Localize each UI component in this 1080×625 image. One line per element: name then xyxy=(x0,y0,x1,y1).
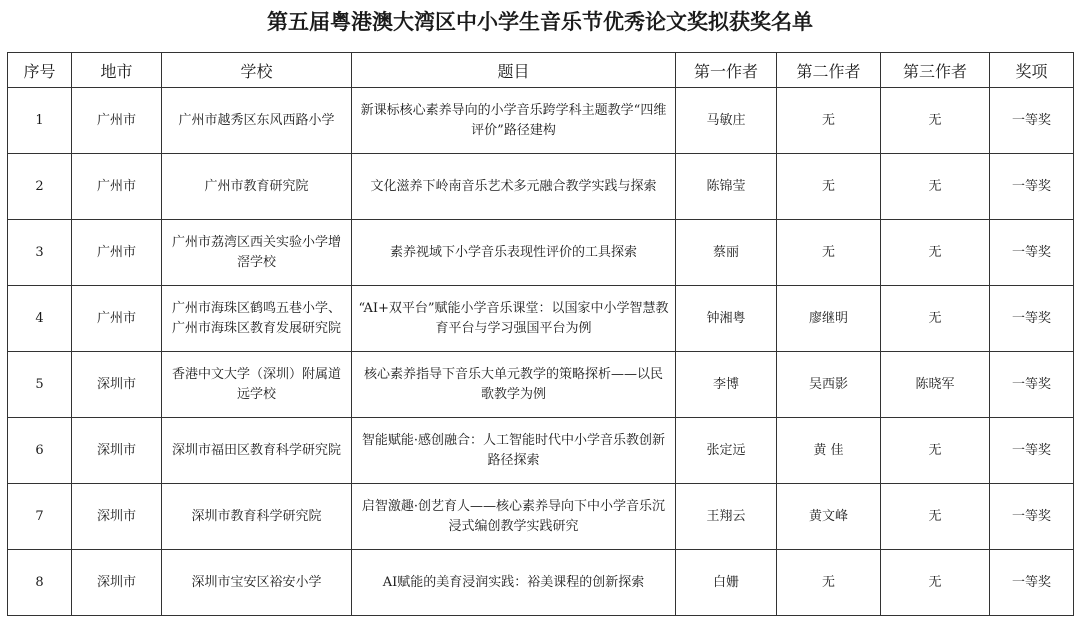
cell-city: 深圳市 xyxy=(72,484,162,550)
cell-third-author: 无 xyxy=(881,418,990,484)
table-row xyxy=(8,352,1074,418)
cell-award: 一等奖 xyxy=(990,154,1074,220)
cell-award: 一等奖 xyxy=(990,418,1074,484)
cell-no: 5 xyxy=(8,352,72,418)
cell-topic: 核心素养指导下音乐大单元教学的策略探析——以民歌教学为例 xyxy=(352,352,676,418)
cell-first-author: 马敏庄 xyxy=(676,88,777,154)
award-list-table xyxy=(7,52,1074,616)
header-third-author: 第三作者 xyxy=(881,53,990,88)
cell-third-author: 无 xyxy=(881,286,990,352)
cell-second-author: 黄 佳 xyxy=(777,418,881,484)
cell-first-author: 李博 xyxy=(676,352,777,418)
cell-topic: 智能赋能·感创融合：人工智能时代中小学音乐教创新路径探索 xyxy=(352,418,676,484)
cell-topic: 启智激趣·创艺育人——核心素养导向下中小学音乐沉浸式编创教学实践研究 xyxy=(352,484,676,550)
cell-city: 深圳市 xyxy=(72,352,162,418)
cell-second-author: 无 xyxy=(777,88,881,154)
header-award: 奖项 xyxy=(990,53,1074,88)
cell-award: 一等奖 xyxy=(990,484,1074,550)
cell-award: 一等奖 xyxy=(990,286,1074,352)
header-topic: 题目 xyxy=(352,53,676,88)
header-city: 地市 xyxy=(72,53,162,88)
cell-city: 广州市 xyxy=(72,88,162,154)
cell-city: 深圳市 xyxy=(72,418,162,484)
cell-first-author: 蔡丽 xyxy=(676,220,777,286)
table-row xyxy=(8,418,1074,484)
cell-second-author: 无 xyxy=(777,220,881,286)
cell-third-author: 无 xyxy=(881,154,990,220)
cell-second-author: 廖继明 xyxy=(777,286,881,352)
cell-topic: 文化滋养下岭南音乐艺术多元融合教学实践与探索 xyxy=(352,154,676,220)
cell-third-author: 无 xyxy=(881,550,990,616)
cell-no: 1 xyxy=(8,88,72,154)
cell-city: 深圳市 xyxy=(72,550,162,616)
cell-third-author: 陈晓军 xyxy=(881,352,990,418)
header-first-author: 第一作者 xyxy=(676,53,777,88)
cell-award: 一等奖 xyxy=(990,352,1074,418)
cell-no: 4 xyxy=(8,286,72,352)
table-row xyxy=(8,550,1074,616)
cell-second-author: 无 xyxy=(777,154,881,220)
table-row xyxy=(8,88,1074,154)
cell-school: 广州市教育研究院 xyxy=(162,154,352,220)
cell-first-author: 王翔云 xyxy=(676,484,777,550)
table-row xyxy=(8,286,1074,352)
header-no: 序号 xyxy=(8,53,72,88)
cell-topic: 素养视域下小学音乐表现性评价的工具探索 xyxy=(352,220,676,286)
table-row xyxy=(8,484,1074,550)
cell-city: 广州市 xyxy=(72,286,162,352)
cell-school: 广州市荔湾区西关实验小学增滘学校 xyxy=(162,220,352,286)
table-row xyxy=(8,220,1074,286)
cell-second-author: 无 xyxy=(777,550,881,616)
cell-third-author: 无 xyxy=(881,88,990,154)
cell-second-author: 吴西影 xyxy=(777,352,881,418)
document-title: 第五届粤港澳大湾区中小学生音乐节优秀论文奖拟获奖名单 xyxy=(267,10,813,34)
cell-third-author: 无 xyxy=(881,484,990,550)
cell-first-author: 陈锦莹 xyxy=(676,154,777,220)
cell-topic: AI赋能的美育浸润实践：裕美课程的创新探索 xyxy=(352,550,676,616)
header-school: 学校 xyxy=(162,53,352,88)
cell-school: 广州市越秀区东风西路小学 xyxy=(162,88,352,154)
cell-no: 2 xyxy=(8,154,72,220)
cell-first-author: 张定远 xyxy=(676,418,777,484)
cell-school: 深圳市福田区教育科学研究院 xyxy=(162,418,352,484)
cell-city: 广州市 xyxy=(72,220,162,286)
table-row xyxy=(8,154,1074,220)
cell-topic: “AI+双平台”赋能小学音乐课堂：以国家中小学智慧教育平台与学习强国平台为例 xyxy=(352,286,676,352)
cell-award: 一等奖 xyxy=(990,550,1074,616)
cell-second-author: 黄文峰 xyxy=(777,484,881,550)
cell-no: 8 xyxy=(8,550,72,616)
cell-school: 广州市海珠区鹤鸣五巷小学、广州市海珠区教育发展研究院 xyxy=(162,286,352,352)
cell-award: 一等奖 xyxy=(990,220,1074,286)
header-second-author: 第二作者 xyxy=(777,53,881,88)
header-row xyxy=(8,53,1074,88)
cell-no: 3 xyxy=(8,220,72,286)
cell-no: 7 xyxy=(8,484,72,550)
cell-first-author: 白姗 xyxy=(676,550,777,616)
cell-school: 深圳市宝安区裕安小学 xyxy=(162,550,352,616)
cell-school: 香港中文大学（深圳）附属道远学校 xyxy=(162,352,352,418)
cell-first-author: 钟湘粤 xyxy=(676,286,777,352)
cell-city: 广州市 xyxy=(72,154,162,220)
cell-topic: 新课标核心素养导向的小学音乐跨学科主题教学“四维评价”路径建构 xyxy=(352,88,676,154)
cell-award: 一等奖 xyxy=(990,88,1074,154)
cell-no: 6 xyxy=(8,418,72,484)
cell-third-author: 无 xyxy=(881,220,990,286)
cell-school: 深圳市教育科学研究院 xyxy=(162,484,352,550)
